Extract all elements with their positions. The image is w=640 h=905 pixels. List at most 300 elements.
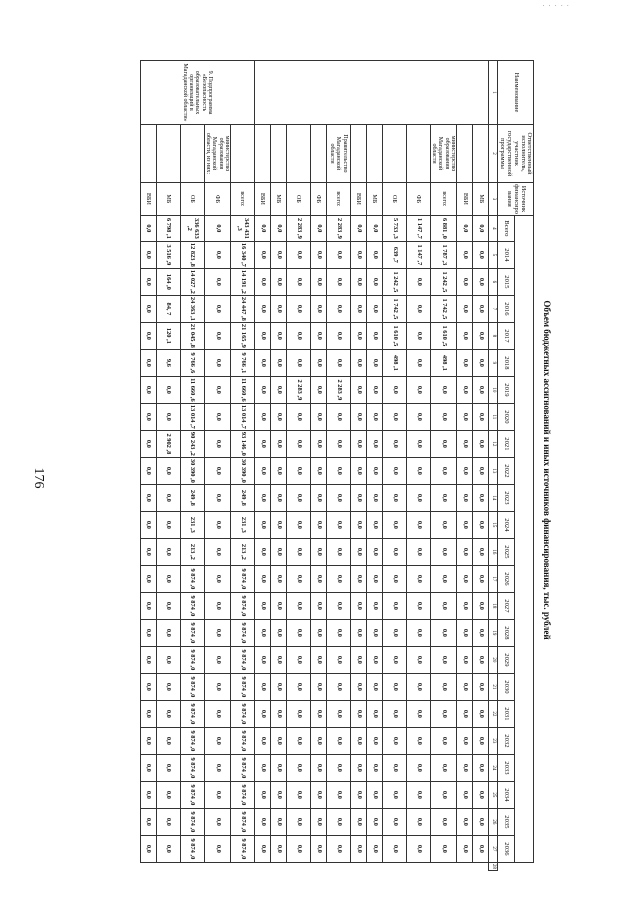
value-cell: 0,0 — [430, 700, 456, 727]
value-cell: 0,0 — [254, 673, 270, 700]
header-year: 2028 — [498, 619, 515, 646]
value-cell: 0,0 — [204, 673, 230, 700]
value-cell: 0,0 — [473, 215, 489, 241]
header-total: Всего — [498, 215, 515, 241]
value-cell: 0,0 — [457, 376, 473, 403]
value-cell: 13 014 ,7 — [180, 403, 204, 430]
value-cell: 249 ,8 — [180, 484, 204, 511]
header-responsible: Ответственный исполнитель, участник государственной программы — [498, 125, 534, 183]
column-number: 25 — [489, 781, 498, 808]
header-year: 2024 — [498, 511, 515, 538]
value-cell: 0,0 — [156, 808, 180, 835]
value-cell: 0,0 — [156, 781, 180, 808]
row-responsible: Правительство Магаданской области — [326, 125, 350, 183]
column-number: 17 — [489, 565, 498, 592]
value-cell: 0,0 — [350, 700, 366, 727]
table-row — [473, 61, 489, 871]
value-cell: 0,0 — [366, 754, 382, 781]
table-row — [270, 61, 286, 871]
value-cell: 0,0 — [366, 376, 382, 403]
value-cell: 0,0 — [366, 592, 382, 619]
row-responsible: министерство образования Магаданской области, из них: — [204, 125, 230, 183]
value-cell: 0,0 — [366, 241, 382, 268]
value-cell: 0,0 — [310, 646, 326, 673]
value-cell: 0,0 — [350, 322, 366, 349]
value-cell: 0,0 — [457, 430, 473, 457]
value-cell: 0,0 — [156, 403, 180, 430]
value-cell: 24 363 ,1 — [180, 295, 204, 322]
value-cell: 231 ,3 — [230, 511, 254, 538]
row-responsible — [156, 125, 180, 183]
value-cell: 0,0 — [457, 808, 473, 835]
value-cell: 0,0 — [140, 538, 156, 565]
row-responsible — [382, 125, 406, 183]
value-cell: 0,0 — [326, 295, 350, 322]
column-number: 12 — [489, 430, 498, 457]
value-cell: 0,0 — [366, 457, 382, 484]
value-cell: 0,0 — [286, 511, 310, 538]
value-cell: 2 902 ,8 — [156, 430, 180, 457]
row-responsible — [140, 125, 156, 183]
value-cell: 0,0 — [270, 619, 286, 646]
value-cell: 0,0 — [406, 619, 430, 646]
row-source: ФБ — [406, 183, 430, 216]
value-cell: 0,0 — [310, 565, 326, 592]
value-cell: 0,0 — [473, 592, 489, 619]
value-cell: 0,0 — [457, 754, 473, 781]
value-cell: 0,0 — [350, 403, 366, 430]
value-cell: 0,0 — [140, 268, 156, 295]
value-cell: 0,0 — [382, 538, 406, 565]
value-cell: 0,0 — [473, 781, 489, 808]
value-cell: 0,0 — [473, 484, 489, 511]
value-cell: 0,0 — [350, 754, 366, 781]
value-cell: 0,0 — [140, 700, 156, 727]
value-cell: 0,0 — [254, 511, 270, 538]
value-cell: 0,0 — [254, 727, 270, 754]
value-cell: 0,0 — [406, 268, 430, 295]
row-source: МБ — [270, 183, 286, 216]
value-cell: 0,0 — [270, 268, 286, 295]
row-source: ВБИ — [350, 183, 366, 216]
value-cell: 9 874 ,0 — [180, 619, 204, 646]
table-row — [366, 61, 382, 871]
column-number: 28 — [489, 862, 498, 870]
value-cell: 0,0 — [270, 215, 286, 241]
value-cell: 0,0 — [350, 295, 366, 322]
value-cell: 0,0 — [382, 457, 406, 484]
value-cell: 0,0 — [382, 835, 406, 862]
value-cell: 0,0 — [254, 430, 270, 457]
value-cell: 0,0 — [382, 403, 406, 430]
value-cell: 0,0 — [140, 484, 156, 511]
row-name — [254, 61, 488, 125]
value-cell: 0,0 — [457, 457, 473, 484]
column-number: 18 — [489, 592, 498, 619]
value-cell: 0,0 — [140, 457, 156, 484]
value-cell: 0,0 — [204, 295, 230, 322]
value-cell: 0,0 — [366, 727, 382, 754]
value-cell: 0,0 — [286, 727, 310, 754]
value-cell: 0,0 — [140, 322, 156, 349]
value-cell: 0,0 — [350, 484, 366, 511]
value-cell: 0,0 — [204, 215, 230, 241]
value-cell: 0,0 — [140, 754, 156, 781]
value-cell: 0,0 — [457, 268, 473, 295]
column-number: 10 — [489, 376, 498, 403]
value-cell: 0,0 — [366, 403, 382, 430]
value-cell: 0,0 — [204, 781, 230, 808]
value-cell: 0,0 — [286, 835, 310, 862]
row-responsible — [254, 125, 270, 183]
value-cell: 0,0 — [406, 781, 430, 808]
value-cell: 0,0 — [310, 592, 326, 619]
value-cell: 9 874 ,0 — [180, 835, 204, 862]
value-cell: 0,0 — [406, 322, 430, 349]
value-cell: 0,0 — [254, 781, 270, 808]
value-cell: 0,0 — [350, 835, 366, 862]
value-cell: 0,0 — [310, 511, 326, 538]
value-cell: 0,0 — [140, 565, 156, 592]
value-cell: 0,0 — [326, 430, 350, 457]
value-cell: 1 787 ,3 — [430, 241, 456, 268]
row-source: ФБ — [204, 183, 230, 216]
value-cell: 0,0 — [286, 619, 310, 646]
value-cell: 0,0 — [270, 349, 286, 376]
value-cell: 0,0 — [382, 700, 406, 727]
value-cell: 0,0 — [310, 403, 326, 430]
value-cell: 0,0 — [254, 457, 270, 484]
value-cell: 0,0 — [457, 619, 473, 646]
header-year: 2034 — [498, 781, 515, 808]
row-responsible — [473, 125, 489, 183]
value-cell: 0,0 — [286, 484, 310, 511]
value-cell: 164 ,0 — [156, 268, 180, 295]
value-cell: 0,0 — [286, 808, 310, 835]
row-source: МБ — [473, 183, 489, 216]
value-cell: 0,0 — [366, 565, 382, 592]
value-cell: 0,0 — [254, 322, 270, 349]
value-cell: 0,0 — [286, 430, 310, 457]
row-source: всего: — [230, 183, 254, 216]
value-cell: 0,0 — [140, 241, 156, 268]
value-cell: 0,0 — [310, 700, 326, 727]
value-cell: 0,0 — [270, 295, 286, 322]
value-cell: 0,0 — [473, 673, 489, 700]
value-cell: 0,0 — [350, 457, 366, 484]
value-cell: 0,0 — [457, 835, 473, 862]
value-cell: 0,0 — [204, 430, 230, 457]
corner-mark: · · · · · — [542, 2, 570, 10]
value-cell: 0,0 — [270, 484, 286, 511]
value-cell: 0,0 — [350, 215, 366, 241]
value-cell: 9 874 ,0 — [230, 835, 254, 862]
value-cell: 0,0 — [310, 376, 326, 403]
value-cell: 1 610 ,5 — [382, 322, 406, 349]
value-cell: 16 340 ,7 — [230, 241, 254, 268]
value-cell: 0,0 — [430, 754, 456, 781]
value-cell: 0,0 — [473, 808, 489, 835]
row-source: МБ — [366, 183, 382, 216]
value-cell: 0,0 — [254, 215, 270, 241]
row-responsible — [180, 125, 204, 183]
value-cell: 0,0 — [310, 727, 326, 754]
row-source: ФБ — [310, 183, 326, 216]
value-cell: 0,0 — [473, 349, 489, 376]
header-year: 2033 — [498, 754, 515, 781]
value-cell: 0,0 — [406, 835, 430, 862]
value-cell: 0,0 — [326, 484, 350, 511]
value-cell: 0,0 — [204, 268, 230, 295]
value-cell: 0,0 — [204, 322, 230, 349]
column-number: 20 — [489, 646, 498, 673]
value-cell: 6 798 ,1 — [156, 215, 180, 241]
value-cell: 1 610 ,5 — [430, 322, 456, 349]
value-cell: 0,0 — [310, 619, 326, 646]
value-cell: 0,0 — [326, 700, 350, 727]
column-number: 26 — [489, 808, 498, 835]
value-cell: 231 ,3 — [180, 511, 204, 538]
value-cell: 0,0 — [310, 430, 326, 457]
value-cell: 0,0 — [406, 700, 430, 727]
value-cell: 0,0 — [140, 646, 156, 673]
header-year: 2017 — [498, 322, 515, 349]
value-cell: 0,0 — [286, 538, 310, 565]
header-year: 2014 — [498, 241, 515, 268]
column-number: 6 — [489, 268, 498, 295]
value-cell: 0,0 — [254, 484, 270, 511]
value-cell: 0,0 — [350, 727, 366, 754]
column-number: 13 — [489, 457, 498, 484]
value-cell: 0,0 — [204, 808, 230, 835]
value-cell: 0,0 — [326, 349, 350, 376]
value-cell: 0,0 — [382, 619, 406, 646]
value-cell: 0,0 — [286, 322, 310, 349]
value-cell: 93 146 ,0 — [230, 430, 254, 457]
value-cell: 0,0 — [156, 700, 180, 727]
value-cell: 90 243 ,2 — [180, 430, 204, 457]
row-responsible — [457, 125, 473, 183]
value-cell: 0,0 — [270, 835, 286, 862]
value-cell: 0,0 — [366, 484, 382, 511]
value-cell: 0,0 — [310, 754, 326, 781]
financing-table — [140, 60, 534, 871]
value-cell: 0,0 — [140, 430, 156, 457]
value-cell: 0,0 — [457, 538, 473, 565]
column-number: 3 — [489, 183, 498, 216]
value-cell: 0,0 — [286, 754, 310, 781]
table-row — [430, 61, 456, 871]
value-cell: 9 874 ,0 — [230, 781, 254, 808]
value-cell: 0,0 — [382, 511, 406, 538]
value-cell: 0,0 — [406, 592, 430, 619]
value-cell: 0,0 — [204, 241, 230, 268]
row-source: ОБ — [180, 183, 204, 216]
value-cell: 0,0 — [366, 215, 382, 241]
value-cell: 9,6 — [156, 349, 180, 376]
value-cell: 0,0 — [350, 646, 366, 673]
value-cell: 0,0 — [382, 592, 406, 619]
value-cell: 0,0 — [473, 241, 489, 268]
column-number: 11 — [489, 403, 498, 430]
row-source: ОБ — [382, 183, 406, 216]
header-name: Наименование — [498, 61, 534, 125]
column-number: 27 — [489, 835, 498, 862]
value-cell: 0,0 — [286, 295, 310, 322]
value-cell: 9 874 ,0 — [180, 808, 204, 835]
value-cell: 0,0 — [350, 808, 366, 835]
value-cell: 0,0 — [473, 295, 489, 322]
value-cell: 0,0 — [406, 484, 430, 511]
value-cell: 0,0 — [473, 403, 489, 430]
value-cell: 0,0 — [140, 781, 156, 808]
value-cell: 0,0 — [204, 565, 230, 592]
value-cell: 0,0 — [254, 754, 270, 781]
value-cell: 0,0 — [430, 835, 456, 862]
value-cell: 0,0 — [406, 430, 430, 457]
header-year: 2018 — [498, 349, 515, 376]
value-cell: 0,0 — [350, 673, 366, 700]
value-cell: 9 766 ,1 — [230, 349, 254, 376]
value-cell: 12 823 ,8 — [180, 241, 204, 268]
value-cell: 0,0 — [350, 376, 366, 403]
value-cell: 249 ,8 — [230, 484, 254, 511]
value-cell: 0,0 — [382, 754, 406, 781]
value-cell: 0,0 — [406, 376, 430, 403]
value-cell: 0,0 — [366, 295, 382, 322]
value-cell: 0,0 — [350, 241, 366, 268]
value-cell: 0,0 — [430, 565, 456, 592]
value-cell: 0,0 — [270, 646, 286, 673]
value-cell: 9 874 ,0 — [180, 673, 204, 700]
value-cell: 0,0 — [270, 376, 286, 403]
row-responsible — [366, 125, 382, 183]
row-source: ВБИ — [254, 183, 270, 216]
value-cell: 0,0 — [286, 457, 310, 484]
value-cell: 30 390 ,0 — [230, 457, 254, 484]
value-cell: 0,0 — [406, 511, 430, 538]
value-cell: 0,0 — [382, 430, 406, 457]
value-cell: 0,0 — [366, 808, 382, 835]
value-cell: 9 766 ,6 — [180, 349, 204, 376]
header-year: 2030 — [498, 673, 515, 700]
value-cell: 0,0 — [326, 619, 350, 646]
value-cell: 9 874 ,0 — [180, 592, 204, 619]
value-cell: 0,0 — [270, 511, 286, 538]
value-cell: 0,0 — [254, 376, 270, 403]
column-number: 8 — [489, 322, 498, 349]
value-cell: 0,0 — [473, 619, 489, 646]
value-cell: 0,0 — [366, 619, 382, 646]
table-row — [156, 61, 180, 871]
value-cell: 0,0 — [270, 592, 286, 619]
header-year: 2015 — [498, 268, 515, 295]
value-cell: 0,0 — [430, 673, 456, 700]
value-cell: 0,0 — [430, 430, 456, 457]
value-cell: 0,0 — [254, 700, 270, 727]
value-cell: 0,0 — [204, 484, 230, 511]
value-cell: 0,0 — [140, 376, 156, 403]
value-cell: 0,0 — [254, 835, 270, 862]
value-cell: 0,0 — [430, 484, 456, 511]
value-cell: 0,0 — [254, 808, 270, 835]
value-cell: 0,0 — [430, 403, 456, 430]
header-year: 2025 — [498, 538, 515, 565]
value-cell: 0,0 — [382, 646, 406, 673]
value-cell: 14 027 ,2 — [180, 268, 204, 295]
column-number: 22 — [489, 700, 498, 727]
value-cell: 0,0 — [366, 700, 382, 727]
value-cell: 0,0 — [326, 511, 350, 538]
value-cell: 498 ,1 — [430, 349, 456, 376]
table-row — [254, 61, 270, 871]
value-cell: 0,0 — [270, 565, 286, 592]
value-cell: 0,0 — [254, 646, 270, 673]
value-cell: 0,0 — [270, 322, 286, 349]
value-cell: 21 045 ,8 — [180, 322, 204, 349]
value-cell: 0,0 — [473, 457, 489, 484]
value-cell: 0,0 — [326, 538, 350, 565]
table-row — [286, 61, 310, 871]
header-year: 2035 — [498, 808, 515, 835]
value-cell: 9 874 ,0 — [230, 619, 254, 646]
value-cell: 0,0 — [326, 592, 350, 619]
value-cell: 0,0 — [204, 511, 230, 538]
header-caption-cell — [515, 215, 534, 862]
value-cell: 0,0 — [204, 646, 230, 673]
value-cell: 0,0 — [310, 322, 326, 349]
row-responsible — [270, 125, 286, 183]
column-number: 23 — [489, 727, 498, 754]
value-cell: 0,0 — [350, 565, 366, 592]
value-cell: 0,0 — [366, 781, 382, 808]
value-cell: 30 390 ,0 — [180, 457, 204, 484]
value-cell: 0,0 — [204, 457, 230, 484]
value-cell: 0,0 — [156, 835, 180, 862]
page-number: 176 — [31, 467, 46, 489]
value-cell: 9 874 ,0 — [180, 727, 204, 754]
value-cell: 0,0 — [366, 646, 382, 673]
row-source: всего: — [430, 183, 456, 216]
value-cell: 0,0 — [270, 727, 286, 754]
value-cell: 0,0 — [326, 241, 350, 268]
value-cell: 0,0 — [140, 403, 156, 430]
value-cell: 0,0 — [140, 835, 156, 862]
value-cell: 0,0 — [406, 295, 430, 322]
value-cell: 0,0 — [473, 700, 489, 727]
value-cell: 0,0 — [473, 835, 489, 862]
row-responsible — [310, 125, 326, 183]
row-responsible — [406, 125, 430, 183]
value-cell: 0,0 — [350, 592, 366, 619]
value-cell: 0,0 — [382, 484, 406, 511]
value-cell: 0,0 — [430, 457, 456, 484]
value-cell: 0,0 — [204, 727, 230, 754]
value-cell: 0,0 — [457, 565, 473, 592]
header-source: Источник финансиро вания — [498, 183, 534, 216]
row-responsible — [230, 125, 254, 183]
value-cell: 0,0 — [254, 241, 270, 268]
header-year: 2016 — [498, 295, 515, 322]
value-cell: 0,0 — [286, 241, 310, 268]
column-number: 7 — [489, 295, 498, 322]
value-cell: 0,0 — [366, 268, 382, 295]
header-year: 2019 — [498, 376, 515, 403]
value-cell: 0,0 — [430, 511, 456, 538]
value-cell: 0,0 — [406, 754, 430, 781]
value-cell: 343 431 ,3 — [230, 215, 254, 241]
value-cell: 336 633 ,2 — [180, 215, 204, 241]
